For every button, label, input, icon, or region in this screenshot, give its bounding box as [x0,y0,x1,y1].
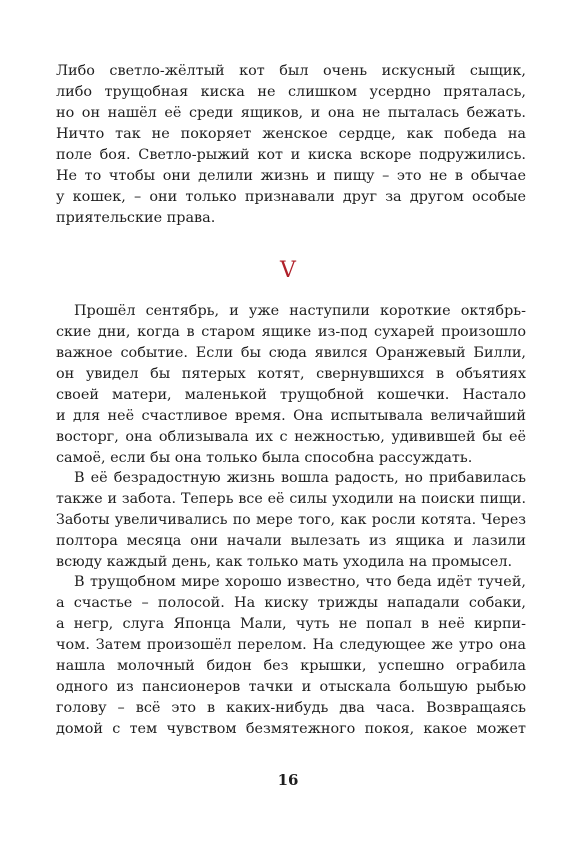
paragraph-3 [56,468,526,573]
text-line: домой с тем чувством безмятежного покоя, какое может [56,721,526,737]
text-line: поле боя. Светло-рыжий кот и киска вскоре подружились. [56,147,526,163]
text-line: а негр, слуга Японца Мали, чуть не попал в неё кирпи- [56,616,526,632]
text-line: своей матери, маленькой трущобной кошечки. Настало [56,387,526,403]
text-line: Либо светло-жёлтый кот был очень искусный сыщик, [56,63,526,79]
text-line: он увидел бы пятерых котят, свернувшихся в объятиях [56,366,526,382]
text-line: приятельские права. [56,210,216,226]
paragraph-1 [56,61,526,229]
page-number: 16 [277,771,299,789]
text-line: у кошек, – они только признавали друг за другом особые [56,189,526,205]
chapter-number: V [280,258,296,283]
text-line: чом. Затем произошёл перелом. На следующее же утро она [56,637,526,653]
text-line: ские дни, когда в старом ящике из-под сухарей произошло [56,324,526,340]
text-line: В трущобном мире хорошо известно, что беда идёт тучей, [74,574,526,590]
text-line: В её безрадостную жизнь вошла радость, но прибавилась [74,470,526,486]
text-line: и для неё счастливое время. Она испытывала величайший [56,408,526,424]
text-line: восторг, она облизывала их с нежностью, удивившей бы её [56,429,526,445]
text-line: а счастье – полосой. На киску трижды нападали собаки, [56,595,526,611]
text-line: голову – всё это в каких-нибудь два часа. Возвращаясь [56,700,526,716]
paragraph-4 [56,572,526,740]
text-line: также и забота. Теперь все её силы уходили на поиски пищи. [56,491,526,507]
paragraph-2 [56,301,526,469]
text-line: но он нашёл её среди ящиков, и она не пыталась бежать. [56,105,526,121]
text-line: Заботы увеличивались по мере того, как росли котята. Через [56,512,526,528]
text-line: Ничто так не покоряет женское сердце, как победа на [56,126,526,142]
text-line: нашла молочный бидон без крышки, успешно ограбила [56,658,526,674]
text-line: Прошёл сентябрь, и уже наступили короткие октябрь- [74,303,526,319]
text-line: полтора месяца они начали вылезать из ящика и лазили [56,533,526,549]
text-line: самоё, если бы она только была способна рассуждать. [56,450,473,466]
text-line: важное событие. Если бы сюда явился Оранжевый Билли, [56,345,526,361]
text-line: одного из пансионеров тачки и отыскала большую рыбью [56,679,526,695]
text-line: либо трущобная киска не слишком усердно пряталась, [56,84,526,100]
text-line: всюду каждый день, как только мать уходила на промысел. [56,554,513,570]
text-line: Не то чтобы они делили жизнь и пищу – это не в обычае [56,168,526,184]
